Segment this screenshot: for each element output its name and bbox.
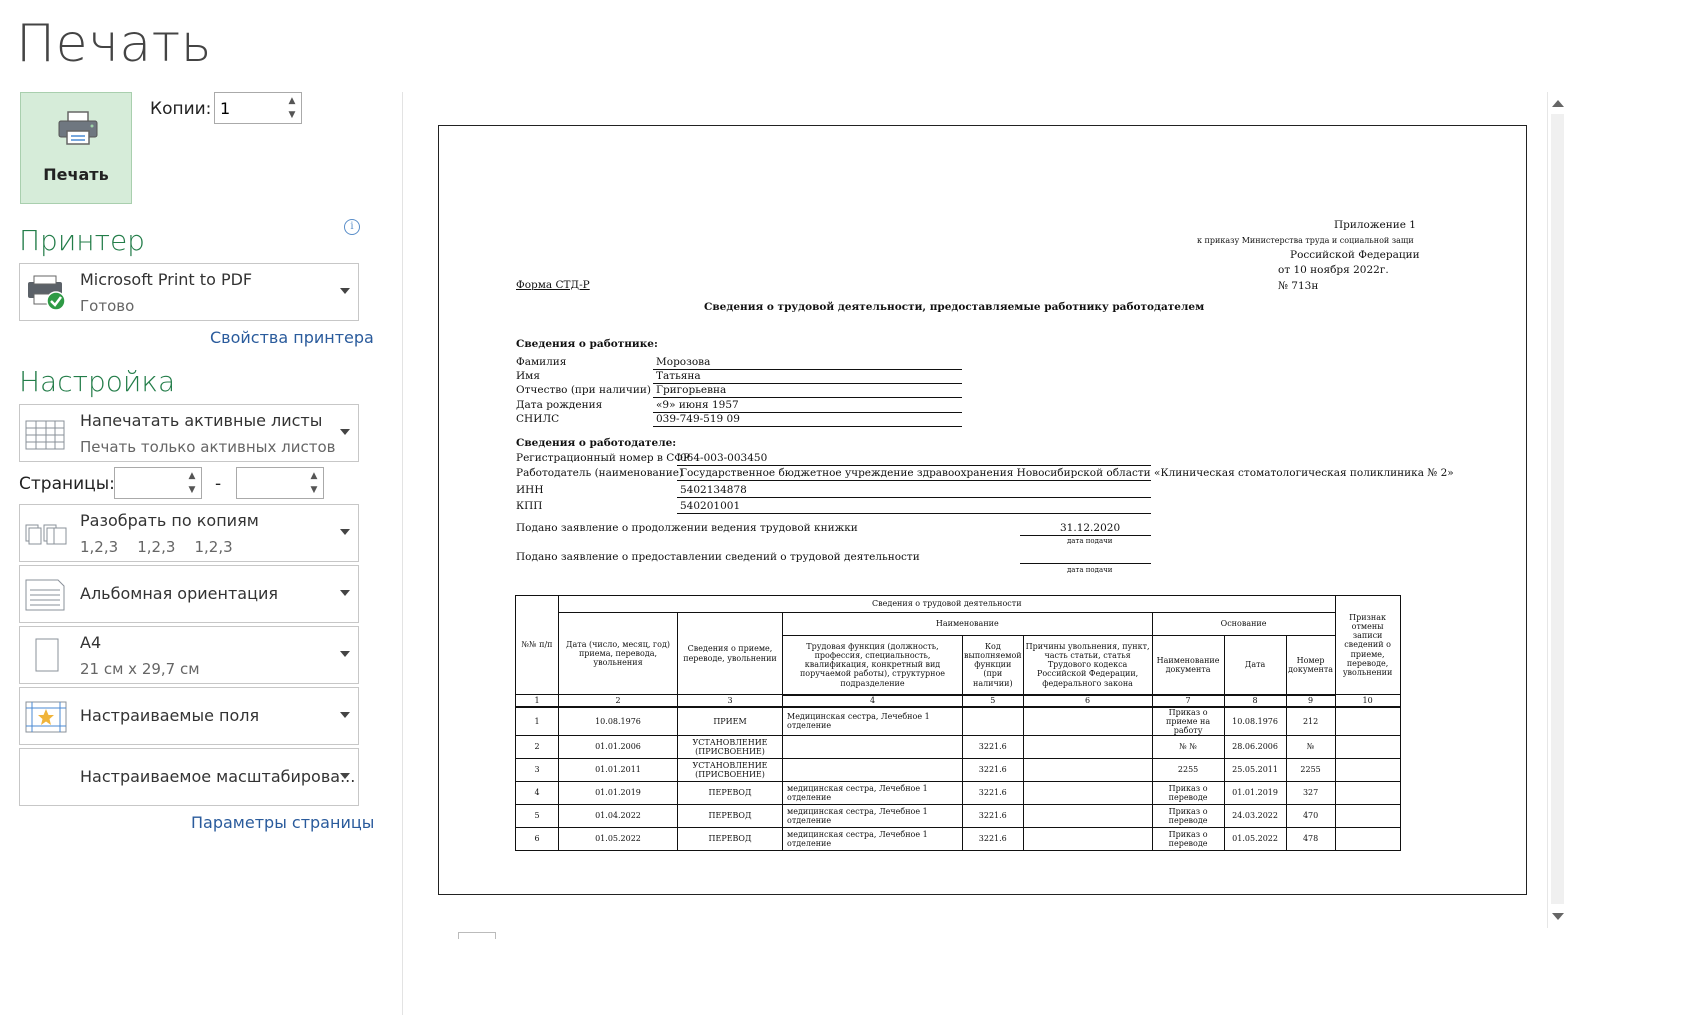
print-button[interactable] — [20, 92, 132, 204]
copies-up-button[interactable]: ▲ — [288, 96, 296, 106]
cell: 10.08.1976 — [559, 707, 678, 736]
copies-down-button[interactable]: ▼ — [288, 110, 296, 120]
header-docname: Наименование документа — [1152, 636, 1224, 695]
scroll-up-icon[interactable] — [1552, 100, 1564, 107]
page-title: Печать — [16, 14, 212, 74]
pages-from-up-button[interactable]: ▲ — [188, 471, 196, 481]
col-num: 3 — [678, 695, 783, 707]
statement-continue-date: 31.12.2020 — [1060, 522, 1121, 534]
cell — [1335, 828, 1400, 851]
cell — [1335, 707, 1400, 736]
orientation-dropdown[interactable] — [19, 565, 359, 623]
pages-to-up-button[interactable]: ▲ — [310, 471, 318, 481]
cell: 01.01.2006 — [559, 736, 678, 759]
printer-ready-icon — [24, 272, 68, 312]
header-group: Сведения о трудовой деятельности — [559, 596, 1336, 613]
cell: 10.08.1976 — [1224, 707, 1286, 736]
cell: 3221.6 — [963, 805, 1024, 828]
document-title: Сведения о трудовой деятельности, предоставляемые работнику работодателем — [704, 301, 1205, 313]
cell — [1335, 759, 1400, 782]
cell: 478 — [1286, 828, 1335, 851]
cell — [783, 736, 963, 759]
cell: Приказ о переводе — [1152, 828, 1224, 851]
paper-size-title: A4 — [80, 633, 102, 652]
employer-heading: Сведения о работодателе: — [516, 437, 677, 449]
appendix-line: № 713н — [1278, 280, 1319, 292]
table-row — [516, 782, 1401, 805]
cell: 2 — [516, 736, 559, 759]
table-row — [516, 736, 1401, 759]
cell: Приказ о приеме на работу — [1152, 707, 1224, 736]
cell: 25.05.2011 — [1224, 759, 1286, 782]
cell: 470 — [1286, 805, 1335, 828]
name-value: Татьяна — [656, 370, 701, 382]
copies-input[interactable] — [215, 93, 282, 123]
settings-heading: Настройка — [19, 365, 176, 398]
cell: медицинская сестра, Лечебное 1 отделение — [783, 782, 963, 805]
preview-scrollbar[interactable] — [1547, 92, 1568, 928]
cell: медицинская сестра, Лечебное 1 отделение — [783, 828, 963, 851]
margins-title: Настраиваемые поля — [80, 706, 260, 725]
pages-from-down-button[interactable]: ▼ — [188, 485, 196, 495]
col-num: 5 — [963, 695, 1024, 707]
cell: Медицинская сестра, Лечебное 1 отделение — [783, 707, 963, 736]
header-docdate: Дата — [1224, 636, 1286, 695]
cell: УСТАНОВЛЕНИЕ (ПРИСВОЕНИЕ) — [678, 736, 783, 759]
cell: медицинская сестра, Лечебное 1 отделение — [783, 805, 963, 828]
table-row — [516, 828, 1401, 851]
col-num: 2 — [559, 695, 678, 707]
cell: ПЕРЕВОД — [678, 782, 783, 805]
chevron-down-icon — [340, 529, 350, 535]
print-what-dropdown[interactable] — [19, 404, 359, 462]
form-name: Форма СТД-Р — [516, 279, 590, 291]
orientation-title: Альбомная ориентация — [80, 584, 278, 603]
col-num: 9 — [1286, 695, 1335, 707]
underline — [1020, 563, 1151, 564]
date-caption: дата подачи — [1067, 537, 1113, 545]
snils-label: СНИЛС — [516, 413, 560, 425]
table-row — [516, 805, 1401, 828]
cell: 1 — [516, 707, 559, 736]
pages-from-stepper[interactable] — [114, 467, 202, 499]
table-row — [516, 707, 1401, 736]
landscape-orientation-icon — [24, 574, 68, 614]
appendix-line: к приказу Министерства труда и социальной защи — [1197, 236, 1414, 245]
statement-info: Подано заявление о предоставлении сведений о трудовой деятельности — [516, 551, 920, 563]
cell: УСТАНОВЛЕНИЕ (ПРИСВОЕНИЕ) — [678, 759, 783, 782]
cell: 4 — [516, 782, 559, 805]
header-basis: Основание — [1152, 613, 1335, 636]
cell — [1023, 707, 1152, 736]
col-num: 8 — [1224, 695, 1286, 707]
patronymic-label: Отчество (при наличии) — [516, 384, 651, 396]
scrollbar-track[interactable] — [1551, 114, 1564, 904]
table-row — [516, 759, 1401, 782]
column-numbers-row — [516, 695, 1401, 707]
collate-icon — [24, 513, 68, 553]
reg-value: 064-003-003450 — [680, 452, 768, 464]
col-num: 10 — [1335, 695, 1400, 707]
header-func: Трудовая функция (должность, профессия, специальность, квалификация, конкретный вид поручаемой работы), структурное подразделение — [783, 636, 963, 695]
cell — [1335, 805, 1400, 828]
cell — [1023, 759, 1152, 782]
cell: 24.03.2022 — [1224, 805, 1286, 828]
printer-dropdown[interactable] — [19, 263, 359, 321]
chevron-down-icon — [340, 590, 350, 596]
pages-label: Страницы: — [19, 474, 115, 494]
cell — [1023, 805, 1152, 828]
cell: 01.05.2022 — [559, 828, 678, 851]
cell: № — [1286, 736, 1335, 759]
underline — [1020, 535, 1151, 536]
surname-value: Морозова — [656, 356, 711, 368]
chevron-down-icon — [340, 429, 350, 435]
underline — [653, 397, 962, 398]
employer-name-label: Работодатель (наименование) — [516, 467, 684, 479]
printer-heading: Принтер — [19, 224, 145, 257]
inn-label: ИНН — [516, 484, 544, 496]
cell — [1023, 736, 1152, 759]
cell — [1335, 736, 1400, 759]
reg-label: Регистрационный номер в СФР — [516, 452, 691, 464]
cell — [1023, 828, 1152, 851]
statement-continue: Подано заявление о продолжении ведения трудовой книжки — [516, 522, 858, 534]
cell: Приказ о переводе — [1152, 782, 1224, 805]
col-num: 6 — [1023, 695, 1152, 707]
pages-to-down-button[interactable]: ▼ — [310, 485, 318, 495]
collate-dropdown[interactable] — [19, 504, 359, 562]
printer-status: Готово — [80, 297, 135, 315]
cell: 01.05.2022 — [1224, 828, 1286, 851]
page-navigation-stub — [458, 932, 496, 939]
print-what-subtitle: Печать только активных листов — [80, 438, 336, 456]
paper-icon — [24, 635, 68, 675]
cell: ПЕРЕВОД — [678, 828, 783, 851]
cell: Приказ о переводе — [1152, 805, 1224, 828]
header-code: Код выполняемой функции (при наличии) — [963, 636, 1024, 695]
chevron-down-icon — [340, 651, 350, 657]
paper-size-dropdown[interactable] — [19, 626, 359, 684]
cell: ПЕРЕВОД — [678, 805, 783, 828]
appendix-line: Приложение 1 — [1334, 219, 1416, 231]
header-cancel: Признак отмены записи сведений о приеме, переводе, увольнении — [1335, 596, 1400, 695]
pages-from-input[interactable] — [115, 468, 179, 498]
cell: 6 — [516, 828, 559, 851]
date-caption: дата подачи — [1067, 566, 1113, 574]
header-naim: Наименование — [783, 613, 1153, 636]
scaling-title: Настраиваемое масштабирова... — [80, 767, 356, 786]
cell — [963, 707, 1024, 736]
employee-heading: Сведения о работнике: — [516, 338, 658, 350]
surname-label: Фамилия — [516, 356, 567, 368]
cell — [1335, 782, 1400, 805]
chevron-down-icon — [340, 712, 350, 718]
cell: 5 — [516, 805, 559, 828]
print-button-label: Печать — [43, 165, 109, 184]
snils-value: 039-749-519 09 — [656, 413, 740, 425]
cell: 3 — [516, 759, 559, 782]
cell: 2255 — [1152, 759, 1224, 782]
cell — [1023, 782, 1152, 805]
kpp-value: 540201001 — [680, 500, 741, 512]
employment-table — [515, 595, 1401, 851]
cell: 01.04.2022 — [559, 805, 678, 828]
active-sheets-icon — [24, 413, 68, 453]
birth-label: Дата рождения — [516, 399, 603, 411]
employer-name-value: Государственное бюджетное учреждение здравоохранения Новосибирской области «Клиническая стоматологическая поликлиника № 2» — [680, 467, 1454, 479]
cell: 01.01.2011 — [559, 759, 678, 782]
header-date: Дата (число, месяц, год) приема, перевода, увольнения — [559, 613, 678, 695]
underline — [677, 465, 1151, 466]
kpp-label: КПП — [516, 500, 543, 512]
appendix-line: Российской Федерации — [1290, 249, 1420, 261]
underline — [677, 497, 1151, 498]
page-setup-link[interactable]: Параметры страницы — [191, 813, 375, 832]
copies-stepper[interactable] — [214, 92, 302, 124]
collate-title: Разобрать по копиям — [80, 511, 259, 530]
paper-size-subtitle: 21 см x 29,7 см — [80, 660, 200, 678]
pages-dash: - — [215, 474, 222, 494]
pages-to-stepper[interactable] — [236, 467, 324, 499]
panel-divider — [402, 92, 403, 1015]
cell: ПРИЕМ — [678, 707, 783, 736]
cell: 3221.6 — [963, 828, 1024, 851]
cell: 2255 — [1286, 759, 1335, 782]
underline — [653, 426, 962, 427]
cell: 3221.6 — [963, 736, 1024, 759]
birth-value: «9» июня 1957 — [656, 399, 739, 411]
printer-properties-link[interactable]: Свойства принтера — [210, 328, 374, 347]
col-num: 1 — [516, 695, 559, 707]
cell — [783, 759, 963, 782]
cell: 28.06.2006 — [1224, 736, 1286, 759]
header-info: Сведения о приеме, переводе, увольнении — [678, 613, 783, 695]
inn-value: 5402134878 — [680, 484, 747, 496]
underline — [677, 513, 1151, 514]
info-icon[interactable]: i — [344, 219, 360, 235]
cell: 3221.6 — [963, 759, 1024, 782]
col-num: 4 — [783, 695, 963, 707]
header-docnum: Номер документа — [1286, 636, 1335, 695]
margins-dropdown[interactable] — [19, 687, 359, 745]
patronymic-value: Григорьевна — [656, 384, 727, 396]
name-label: Имя — [516, 370, 540, 382]
chevron-down-icon — [340, 288, 350, 294]
print-preview-page — [438, 125, 1527, 895]
cell: 01.01.2019 — [1224, 782, 1286, 805]
copies-label: Копии: — [150, 99, 212, 119]
collate-subtitle: 1,2,3 1,2,3 1,2,3 — [80, 538, 233, 556]
print-what-title: Напечатать активные листы — [80, 411, 323, 430]
header-reason: Причины увольнения, пункт, часть статьи, статья Трудового кодекса Российской Федерации, федерального закона — [1023, 636, 1152, 695]
printer-icon — [57, 111, 99, 145]
col-num: 7 — [1152, 695, 1224, 707]
cell: № № — [1152, 736, 1224, 759]
appendix-line: от 10 ноября 2022г. — [1278, 264, 1389, 276]
cell: 3221.6 — [963, 782, 1024, 805]
cell: 327 — [1286, 782, 1335, 805]
scroll-down-icon[interactable] — [1552, 913, 1564, 920]
pages-to-input[interactable] — [237, 468, 301, 498]
chevron-down-icon — [340, 773, 350, 779]
underline — [677, 480, 1151, 481]
printer-name: Microsoft Print to PDF — [80, 270, 253, 289]
custom-margins-icon — [24, 696, 68, 736]
scaling-dropdown[interactable] — [19, 748, 359, 806]
cell: 01.01.2019 — [559, 782, 678, 805]
cell: 212 — [1286, 707, 1335, 736]
header-num: №№ п/п — [516, 596, 559, 695]
